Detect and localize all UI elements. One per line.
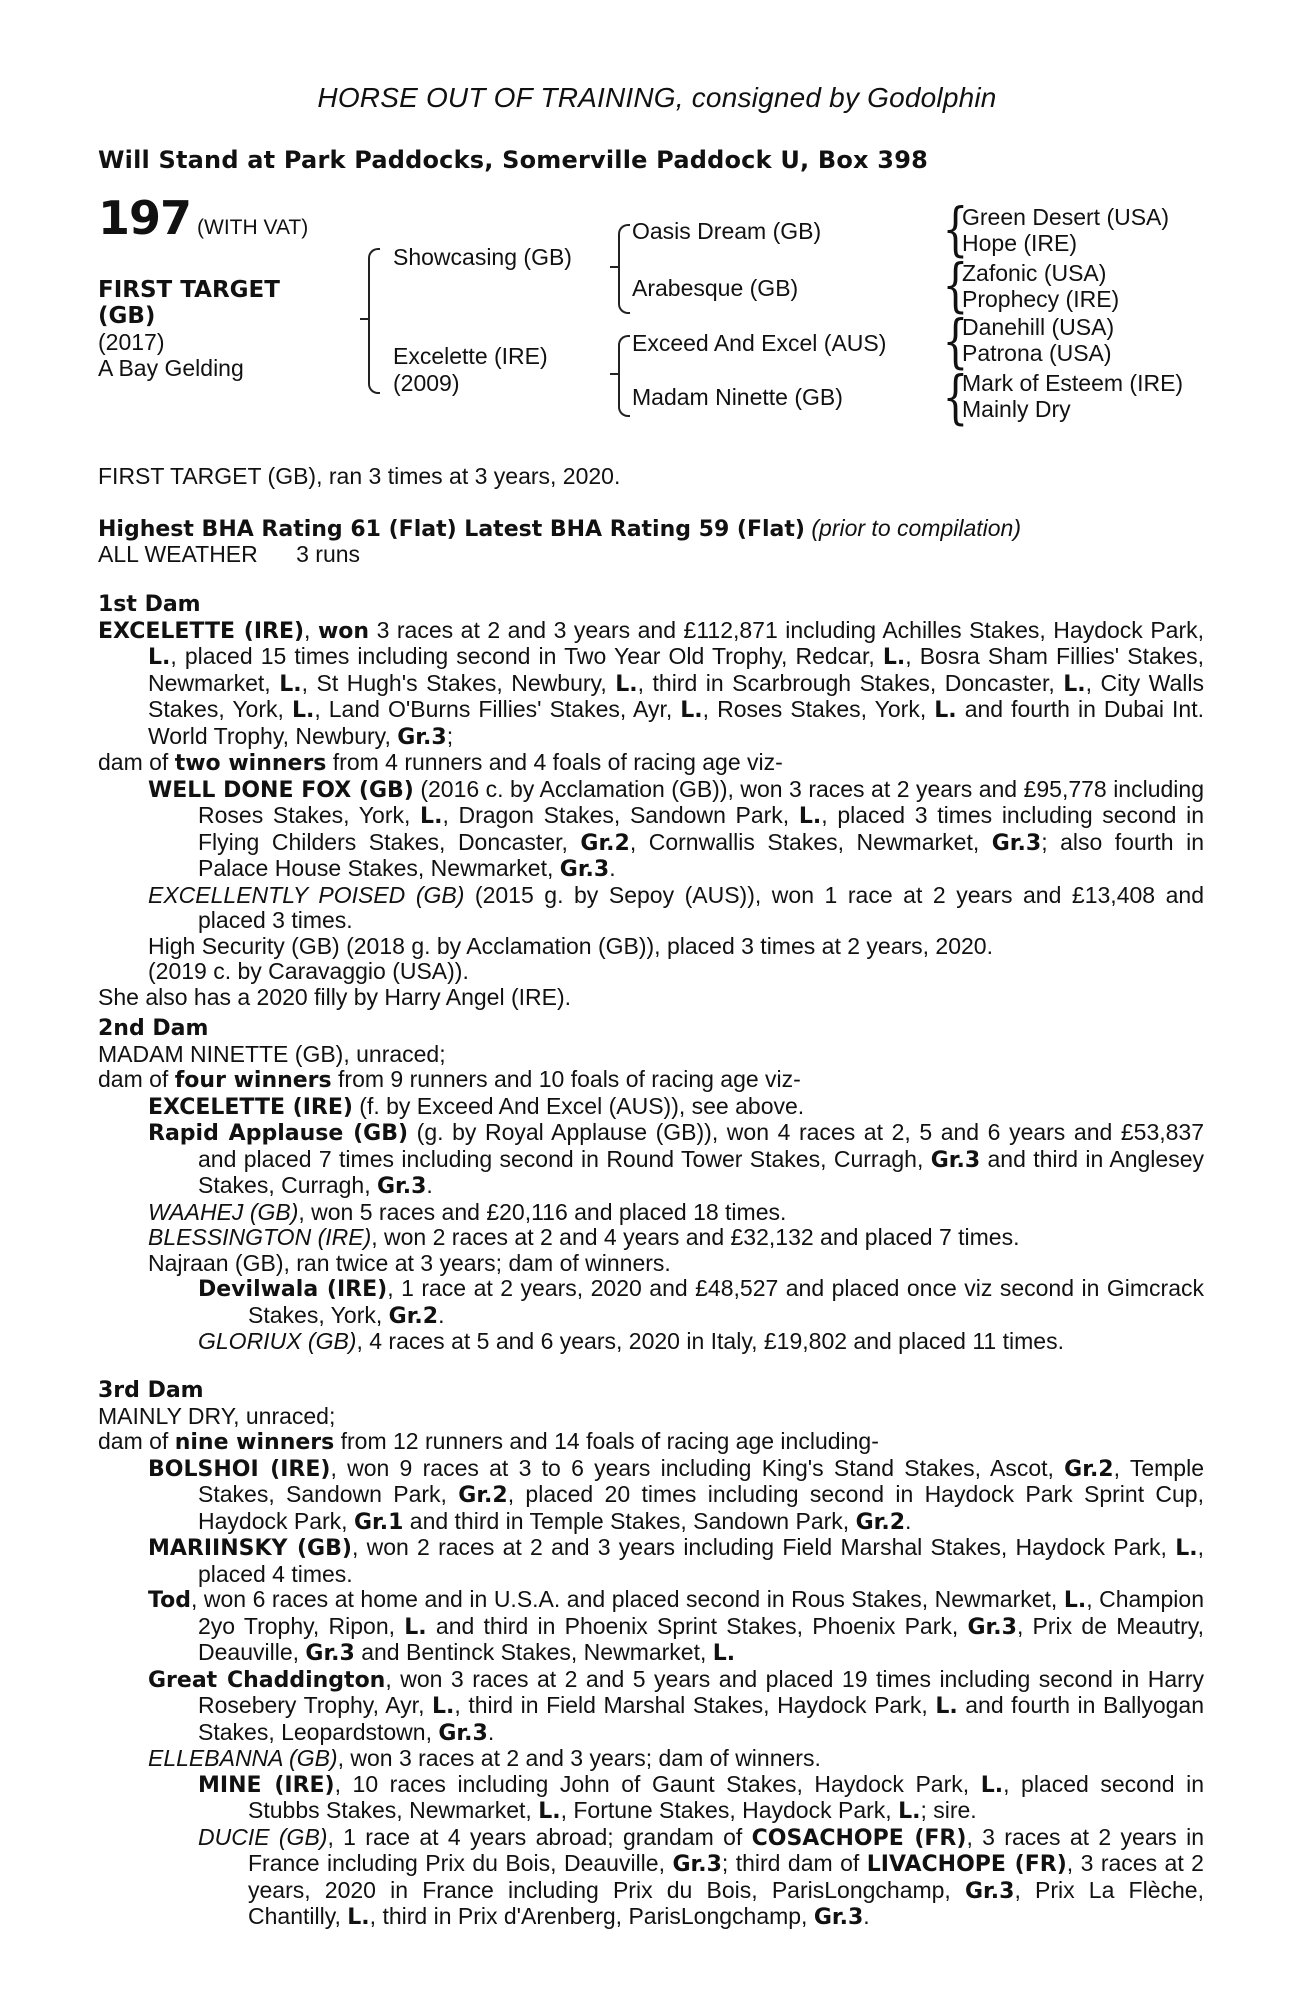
- horse-name: [98, 277, 358, 329]
- pedigree-dam-dam: Madam Ninette (GB): [632, 384, 843, 410]
- section-heading: 2nd Dam: [98, 1016, 209, 1041]
- text-run: , Cornwallis Stakes, Newmarket,: [629, 828, 992, 855]
- grandfoal-record: [98, 1772, 1204, 1825]
- bold-text: Gr.3: [813, 1905, 864, 1930]
- foal-record: [98, 1225, 1204, 1251]
- pedigree-sire-sire: Oasis Dream (GB): [632, 218, 822, 244]
- text-run: , won 2 races at 2 and 4 years and £32,132 and placed 7 times.: [371, 1224, 1020, 1250]
- bold-text: Gr.2: [1064, 1456, 1114, 1482]
- foal-record: [98, 1535, 1204, 1587]
- text-run: .: [438, 1301, 445, 1328]
- text-run: , 1 race at 2 years, 2020 and £48,527 and placed once viz second in Gimcrack Stakes, York,: [248, 1275, 1204, 1328]
- bold-text: L.: [615, 671, 638, 697]
- text-run: , third in Field Marshal Stakes, Haydock Park,: [454, 1692, 936, 1718]
- bold-text: L.: [798, 804, 822, 829]
- brace-gen2-dam-point: [610, 373, 618, 375]
- bold-text: MINE (IRE): [198, 1772, 335, 1798]
- foal-record: [98, 777, 1204, 883]
- bold-text: L.: [935, 1694, 958, 1719]
- foal-record: High Security (GB) (2018 g. by Acclamation (GB)), placed 3 times at 2 years, 2020.: [148, 932, 993, 959]
- all-weather-line: [98, 542, 1204, 568]
- text-run: and third in Phoenix Sprint Stakes, Phoenix Park,: [426, 1612, 968, 1639]
- text-run: , 1 race at 4 years abroad; grandam of: [327, 1823, 752, 1850]
- bold-text: L.: [1063, 1588, 1087, 1613]
- bold-text: Gr.3: [559, 857, 610, 882]
- bold-text: BOLSHOI (IRE): [148, 1456, 331, 1482]
- bold-text: won: [317, 618, 370, 644]
- text-run: , Prix La Flèche, Chantilly,: [248, 1876, 1204, 1929]
- brace-gen3-1: {: [942, 195, 969, 263]
- bold-text: L.: [538, 1799, 561, 1824]
- pedigree-dam: Excelette (IRE): [393, 343, 548, 369]
- bold-text: Gr.2: [388, 1303, 439, 1329]
- foal-note: She also has a 2020 filly by Harry Angel (IRE).: [98, 983, 572, 1010]
- text-run: , won 3 races at 2 and 3 years; dam of winners.: [337, 1745, 821, 1771]
- text-run: , won 9 races at 3 to 6 years including King's Stand Stakes, Ascot,: [330, 1454, 1065, 1481]
- bold-text: L.: [291, 698, 315, 723]
- pedigree-g1: Green Desert (USA): [962, 204, 1170, 230]
- horse-name-line1: FIRST TARGET: [98, 277, 280, 303]
- text-run: (2016 c. by Acclamation (GB)), won 3 races at 2 years and £95,778 including Roses Stakes, York,: [198, 775, 1204, 828]
- bold-text: L.: [882, 645, 906, 670]
- text-run: , St Hugh's Stakes, Newbury,: [301, 669, 616, 696]
- pedigree-dam-sire: Exceed And Excel (AUS): [632, 330, 887, 356]
- pedigree-g6: Patrona (USA): [962, 340, 1112, 366]
- bold-text: L.: [898, 1799, 921, 1824]
- horse-name-line2: (GB): [98, 303, 156, 329]
- text-run: , Land O'Burns Fillies' Stakes, Ayr,: [314, 696, 681, 722]
- bold-text: Devilwala (IRE): [198, 1277, 388, 1302]
- text-run: , placed 15 times including second in Two Year Old Trophy, Redcar,: [170, 643, 883, 669]
- brace-gen3-3: {: [942, 307, 969, 375]
- pedigree-g8: Mainly Dry: [962, 396, 1071, 422]
- text-run: , won 2 races at 2 and 3 years including Field Marshal Stakes, Haydock Park,: [351, 1534, 1176, 1560]
- foal-record: [98, 1667, 1204, 1747]
- italic-text: WAAHEJ (GB): [148, 1198, 299, 1225]
- bold-text: Gr.3: [965, 1878, 1015, 1904]
- page-title: HORSE OUT OF TRAINING, consigned by Godolphin: [317, 82, 997, 113]
- italic-text: DUCIE (GB): [198, 1823, 328, 1850]
- italic-text: EXCELLENTLY POISED (GB): [148, 881, 465, 908]
- bold-text: L.: [420, 804, 443, 829]
- text-run: .: [426, 1172, 433, 1198]
- bold-text: Great Chaddington: [148, 1667, 386, 1693]
- pedigree-g4: Prophecy (IRE): [962, 286, 1120, 312]
- all-weather-runs: 3 runs: [296, 541, 361, 567]
- all-weather-label: ALL WEATHER: [98, 541, 258, 567]
- dam-of-line: [98, 1429, 1204, 1456]
- horse-year: (2017): [98, 329, 165, 355]
- text-run: and fourth in Ballyogan Stakes, Leopardstown,: [198, 1692, 1205, 1745]
- section-heading: 3rd Dam: [98, 1378, 204, 1403]
- bold-text: L.: [1063, 671, 1086, 697]
- bold-text: L.: [712, 1641, 736, 1666]
- brace-gen2-sire: [618, 224, 630, 314]
- text-run: .: [487, 1718, 495, 1745]
- text-run: ; also fourth in Palace House Stakes, Newmarket,: [198, 828, 1205, 881]
- text-run: dam of: [98, 1066, 175, 1092]
- bold-text: COSACHOPE (FR): [751, 1825, 967, 1851]
- dam-of-line: [98, 1067, 1204, 1094]
- foal-record: [98, 1746, 1204, 1772]
- bold-text: Gr.3: [991, 830, 1042, 856]
- text-run: ; sire.: [920, 1797, 977, 1823]
- bold-text: Gr.2: [458, 1483, 508, 1508]
- text-run: 3 races at 2 and 3 years and £112,871 including Achilles Stakes, Haydock Park,: [369, 616, 1204, 643]
- dam-record: MAINLY DRY, unraced;: [98, 1402, 336, 1429]
- rating-bold: Highest BHA Rating 61 (Flat) Latest BHA Rating 59 (Flat): [98, 516, 805, 542]
- text-run: , City Walls Stakes, York,: [148, 669, 1204, 722]
- bold-text: EXCELETTE (IRE): [98, 618, 305, 644]
- bold-text: Gr.3: [397, 724, 447, 750]
- pedigree-g2: Hope (IRE): [962, 230, 1078, 256]
- text-run: , won 3 races at 2 and 5 years and placed 19 times including second in Harry Rosebery Trophy, Ayr,: [198, 1665, 1205, 1718]
- foal-record: [98, 883, 1204, 934]
- text-run: (g. by Royal Applause (GB)), won 4 races at 2, 5 and 6 years and £53,837 and placed 7 times including second in Round Tower Stakes, Curragh,: [198, 1119, 1205, 1172]
- text-run: .: [863, 1903, 870, 1929]
- brace-gen2-dam: [618, 335, 630, 417]
- text-run: .: [609, 855, 616, 881]
- grandfoal-record: [98, 1329, 1204, 1355]
- brace-gen1: [368, 248, 380, 394]
- text-run: and third in Temple Stakes, Sandown Park,: [403, 1507, 856, 1534]
- text-run: and third in Anglesey Stakes, Curragh,: [198, 1145, 1204, 1198]
- bold-text: Gr.3: [930, 1147, 981, 1173]
- foal-record: [98, 1456, 1204, 1536]
- italic-text: ELLEBANNA (GB): [148, 1745, 338, 1771]
- brace-gen3-2: {: [942, 251, 969, 319]
- foal-record: (2019 c. by Caravaggio (USA)).: [148, 958, 469, 984]
- bold-text: Gr.3: [376, 1174, 427, 1199]
- pedigree-g3: Zafonic (USA): [962, 260, 1107, 286]
- pedigree-sire-dam: Arabesque (GB): [632, 275, 799, 301]
- third-dam-section: [98, 1378, 1204, 1931]
- bold-text: L.: [934, 698, 957, 723]
- lot-block: [98, 191, 358, 381]
- text-run: , won 6 races at home and in U.S.A. and placed second in Rous Stakes, Newmarket,: [190, 1586, 1064, 1612]
- bold-text: L.: [980, 1772, 1004, 1798]
- bold-text: L.: [404, 1614, 427, 1640]
- text-run: and fourth in Dubai Int. World Trophy, Newbury,: [148, 696, 1204, 749]
- text-run: , placed 3 times including second in Flying Childers Stakes, Doncaster,: [198, 802, 1204, 855]
- bold-text: Gr.3: [672, 1852, 722, 1877]
- text-run: , 3 races at 2 years, 2020 in France including Prix du Bois, ParisLongchamp,: [248, 1850, 1204, 1903]
- dam-record: MADAM NINETTE (GB), unraced;: [98, 1040, 446, 1067]
- text-run: , placed second in Stubbs Stakes, Newmarket,: [248, 1770, 1204, 1823]
- text-run: , 3 races at 2 years in France including Prix du Bois, Deauville,: [248, 1823, 1205, 1876]
- bold-text: four winners: [174, 1068, 332, 1093]
- bold-text: Gr.3: [967, 1614, 1017, 1640]
- bold-text: two winners: [174, 751, 327, 776]
- text-run: ; third dam of: [721, 1850, 867, 1876]
- text-run: and Bentinck Stakes, Newmarket,: [354, 1639, 713, 1665]
- section-heading: 1st Dam: [98, 592, 201, 617]
- vat-label: (WITH VAT): [197, 216, 309, 239]
- ran-summary: FIRST TARGET (GB), ran 3 times at 3 years, 2020.: [98, 463, 621, 489]
- text-run: , Prix de Meautry, Deauville,: [198, 1612, 1204, 1665]
- italic-text: GLORIUX (GB): [198, 1328, 357, 1354]
- grandfoal-record: [98, 1276, 1204, 1329]
- text-run: from 9 runners and 10 foals of racing age viz-: [331, 1066, 801, 1092]
- bold-text: L.: [347, 1905, 370, 1930]
- pedigree-g7: Mark of Esteem (IRE): [962, 370, 1184, 396]
- bold-text: Gr.3: [305, 1641, 355, 1666]
- bold-text: Rapid Applause (GB): [148, 1121, 409, 1146]
- bold-text: Gr.2: [580, 830, 630, 856]
- text-run: , 10 races including John of Gaunt Stakes, Haydock Park,: [334, 1770, 981, 1797]
- bold-text: nine winners: [174, 1430, 335, 1455]
- dam-record: EXCELETTE (IRE), won 3 races at 2 and 3 years and £112,871 including Achilles Stakes, Haydock Park, L., placed 15 times including second in Two Year Old Trophy, Redcar, L., Bosra Sham Fillies' Stakes, Newmarket, L., St Hugh's Stakes, Newbury, L., third in Scarbrough Stakes, Doncaster, L., City Walls Stakes, York, L., Land O'Burns Fillies' Stakes, Ayr, L., Roses Stakes, York, L. and fourth in Dubai Int. World Trophy, Newbury, Gr.3;: [98, 616, 1204, 750]
- pedigree-dam-year: (2009): [393, 370, 460, 396]
- foal-record: Najraan (GB), ran twice at 3 years; dam of winners.: [148, 1249, 671, 1276]
- text-run: , Bosra Sham Fillies' Stakes, Newmarket,: [148, 643, 1204, 696]
- pedigree-sire: Showcasing (GB): [393, 244, 572, 270]
- bold-text: L.: [148, 645, 171, 670]
- text-run: , Temple Stakes, Sandown Park,: [198, 1454, 1204, 1507]
- text-run: ;: [446, 722, 454, 749]
- horse-description: A Bay Gelding: [98, 355, 244, 381]
- stand-location: Will Stand at Park Paddocks, Somerville Paddock U, Box 398: [98, 146, 928, 174]
- text-run: (f. by Exceed And Excel (AUS)), see above.: [352, 1092, 805, 1119]
- text-run: , third in Scarbrough Stakes, Doncaster,: [637, 669, 1064, 696]
- bold-text: L.: [432, 1694, 455, 1719]
- second-dam-section: [98, 1016, 1204, 1355]
- text-run: , Roses Stakes, York,: [702, 696, 935, 722]
- bold-text: LIVACHOPE (FR): [866, 1852, 1067, 1877]
- text-run: , won 5 races and £20,116 and placed 18 times.: [298, 1198, 787, 1225]
- text-run: , Champion 2yo Trophy, Ripon,: [198, 1586, 1204, 1639]
- bold-text: L.: [680, 698, 703, 723]
- pedigree-g5: Danehill (USA): [962, 314, 1115, 340]
- bold-text: MARIINSKY (GB): [148, 1536, 352, 1561]
- brace-gen1-point: [360, 318, 368, 320]
- foal-record: [98, 1120, 1204, 1200]
- bold-text: WELL DONE FOX (GB): [148, 777, 414, 803]
- foal-record: [98, 1094, 1204, 1121]
- text-run: dam of: [98, 749, 175, 775]
- text-run: dam of: [98, 1428, 175, 1454]
- brace-gen2-sire-point: [610, 266, 618, 268]
- italic-text: BLESSINGTON (IRE): [148, 1224, 372, 1250]
- text-run: , third in Prix d'Arenberg, ParisLongchamp,: [369, 1903, 814, 1929]
- bold-text: Tod: [148, 1588, 191, 1613]
- race-summary: [98, 464, 1204, 568]
- bold-text: Gr.3: [438, 1720, 488, 1746]
- text-run: .: [905, 1507, 912, 1534]
- foal-record: [98, 1587, 1204, 1667]
- text-run: , Fortune Stakes, Haydock Park,: [560, 1797, 899, 1823]
- text-run: , placed 20 times including second in Haydock Park Sprint Cup, Haydock Park,: [198, 1481, 1204, 1534]
- text-run: , 4 races at 5 and 6 years, 2020 in Italy, £19,802 and placed 11 times.: [356, 1328, 1064, 1354]
- text-run: from 4 runners and 4 foals of racing age viz-: [326, 749, 783, 775]
- text-run: , placed 4 times.: [198, 1534, 1204, 1587]
- bold-text: L.: [279, 671, 302, 697]
- first-dam-section: [98, 592, 1204, 1010]
- text-run: from 12 runners and 14 foals of racing age including-: [334, 1428, 879, 1454]
- grandfoal-record: [98, 1825, 1204, 1931]
- bold-text: EXCELETTE (IRE): [148, 1094, 353, 1120]
- text-run: (2015 g. by Sepoy (AUS)), won 1 race at 2 years and £13,408 and placed 3 times.: [198, 881, 1204, 933]
- bold-text: Gr.1: [353, 1509, 404, 1535]
- lot-number: 197: [98, 191, 192, 245]
- brace-gen3-4: {: [942, 363, 969, 431]
- bold-text: Gr.2: [855, 1509, 905, 1535]
- rating-line: [98, 516, 1204, 543]
- rating-note: (prior to compilation): [811, 514, 1022, 541]
- bold-text: L.: [1175, 1536, 1198, 1561]
- dam-of-line: [98, 750, 1204, 777]
- foal-record: [98, 1200, 1204, 1226]
- text-run: , Dragon Stakes, Sandown Park,: [442, 802, 799, 828]
